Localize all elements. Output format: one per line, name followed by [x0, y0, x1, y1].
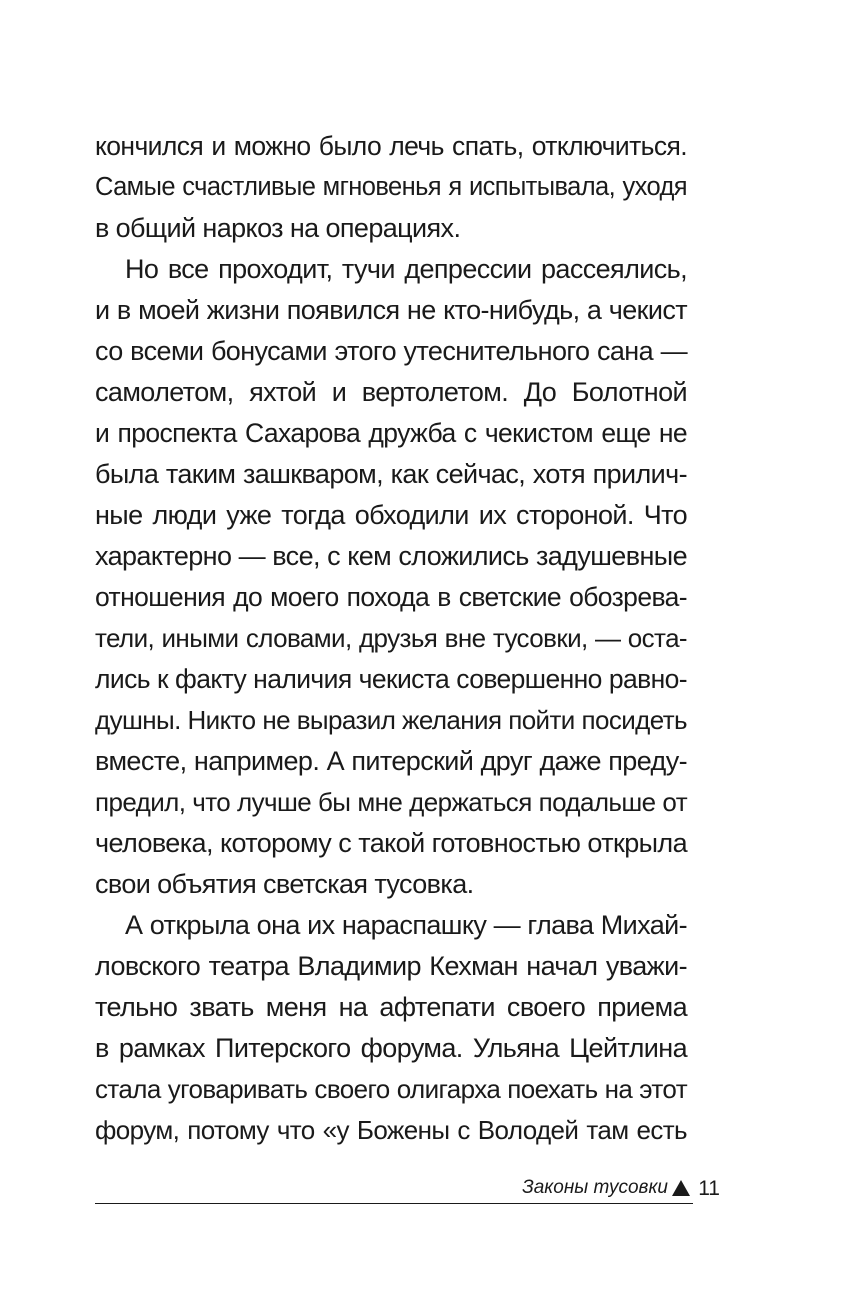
text-line: предил, что лучше бы мне держаться подальше от [95, 787, 687, 817]
text-line: самолетом, яхтой и вертолетом. До Болотной [95, 377, 687, 407]
text-line: вместе, например. А питерский друг даже преду- [95, 746, 687, 776]
paragraph [95, 905, 687, 1151]
text-line: лись к факту наличия чекиста совершенно равно- [95, 664, 687, 694]
paragraph [95, 249, 687, 905]
paragraph [95, 126, 687, 249]
text-line: была таким зашкваром, как сейчас, хотя прилич- [95, 459, 687, 489]
body-text [95, 126, 687, 1151]
text-line: и проспекта Сахарова дружба с чекистом еще не [95, 418, 687, 448]
text-line: Самые счастливые мгновенья я испытывала, уходя [95, 173, 687, 201]
triangle-up-icon [672, 1180, 690, 1196]
text-line: А открыла она их нараспашку — глава Михай- [125, 910, 687, 940]
text-line: со всеми бонусами этого утеснительного сана — [95, 336, 687, 366]
text-line: и в моей жизни появился не кто-нибудь, а чекист [95, 295, 687, 325]
text-line: форум, потому что «у Божены с Володей там есть [95, 1115, 687, 1145]
text-line: стала уговаривать своего олигарха поехать на этот [95, 1074, 687, 1104]
page-footer [95, 1176, 720, 1208]
text-line: Но все проходит, тучи депрессии рассеялись, [125, 254, 687, 284]
text-line: в общий наркоз на операциях. [95, 213, 461, 243]
text-line: душны. Никто не выразил желания пойти посидеть [95, 705, 687, 735]
text-line: ловского театра Владимир Кехман начал уважи- [95, 951, 687, 981]
text-line: в рамках Питерского форума. Ульяна Цейтлина [95, 1033, 687, 1063]
text-line: тельно звать меня на афтепати своего приема [95, 992, 687, 1022]
footer-rule [95, 1203, 693, 1204]
text-line: кончился и можно было лечь спать, отключиться. [95, 131, 687, 161]
text-line: человека, которому с такой готовностью открыла [95, 828, 687, 858]
page-number: 11 [698, 1177, 720, 1200]
text-line: свои объятия светская тусовка. [95, 869, 474, 899]
text-line: тели, иными словами, друзья вне тусовки, — оста- [95, 623, 687, 653]
text-line: характерно — все, с кем сложились задушевные [95, 541, 687, 571]
text-line: отношения до моего похода в светские обозрева- [95, 582, 687, 612]
running-title: Законы тусовки [522, 1177, 668, 1198]
text-line: ные люди уже тогда обходили их стороной. Что [95, 500, 687, 530]
